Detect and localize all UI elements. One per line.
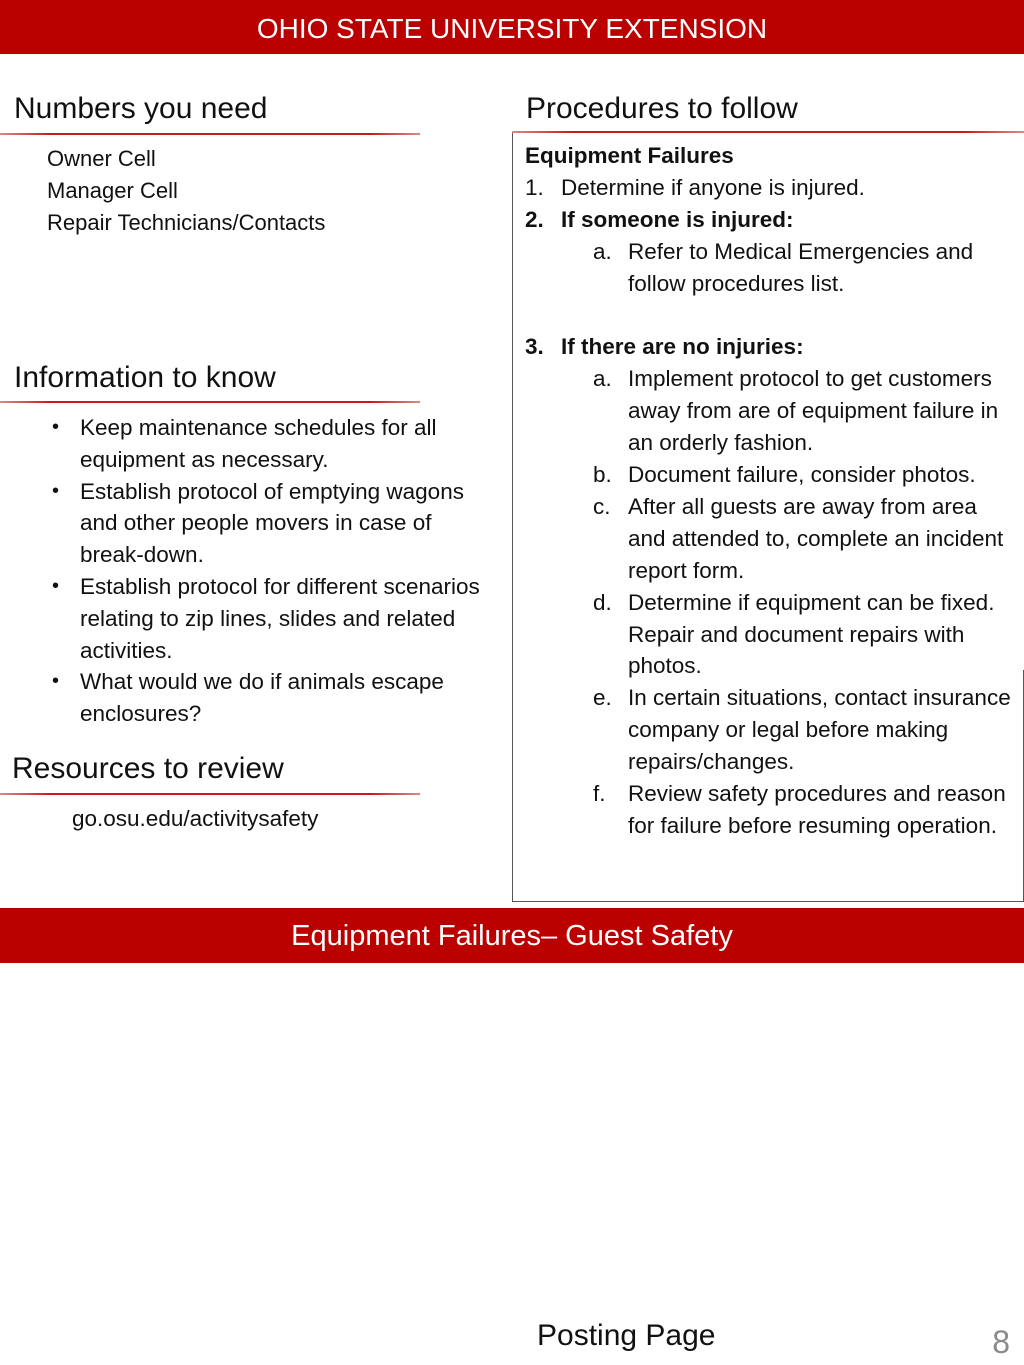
procedure-step	[525, 331, 1020, 363]
spacer	[525, 300, 1020, 332]
step-text: If there are no injuries:	[561, 334, 804, 360]
substep-text: Review safety procedures and reason for failure before resuming operation.	[628, 781, 1006, 839]
substep-text: Document failure, consider photos.	[628, 462, 976, 488]
substep-letter: f.	[593, 781, 606, 807]
resources-heading: Resources to review	[12, 752, 284, 785]
posting-page-label: Posting Page	[537, 1319, 716, 1352]
procedures-title: Equipment Failures	[525, 143, 734, 168]
procedure-substep	[593, 587, 1020, 683]
procedures-heading: Procedures to follow	[526, 92, 798, 125]
substep-letter: a.	[593, 366, 612, 392]
substep-text: In certain situations, contact insurance company or legal before making repairs/changes.	[628, 685, 1011, 775]
substep-letter: e.	[593, 685, 612, 711]
substep-letter: a.	[593, 238, 612, 264]
procedure-substep	[593, 491, 1020, 587]
footer-banner-title: Equipment Failures– Guest Safety	[291, 920, 733, 952]
list-item	[52, 412, 492, 476]
list-item-text: Establish protocol of emptying wagons and other people movers in case of break-down.	[80, 478, 464, 568]
list-item: Manager Cell	[47, 178, 178, 203]
substep-text: Refer to Medical Emergencies and follow procedures list.	[628, 238, 974, 296]
list-item	[52, 571, 492, 666]
step-text: If someone is injured:	[561, 206, 794, 232]
substep-letter: b.	[593, 462, 612, 488]
procedure-substeps	[593, 363, 1020, 842]
procedures-content	[525, 140, 1020, 842]
list-item-text: Keep maintenance schedules for all equipment as necessary.	[80, 415, 437, 472]
resources-divider	[0, 793, 420, 795]
step-number: 2.	[525, 206, 544, 232]
numbers-divider	[0, 133, 420, 135]
list-item-text: What would we do if animals escape enclosures?	[80, 669, 444, 727]
information-heading: Information to know	[14, 361, 276, 394]
list-item	[52, 476, 492, 571]
bullet-icon: •	[52, 574, 60, 597]
step-number: 3.	[525, 334, 544, 360]
footer-banner	[0, 908, 1024, 963]
procedure-substep	[593, 363, 1020, 459]
step-text: Determine if anyone is injured.	[561, 174, 865, 200]
substep-text: Determine if equipment can be fixed. Repair and document repairs with photos.	[628, 589, 995, 679]
list-item-text: Establish protocol for different scenarios relating to zip lines, slides and related activities.	[80, 573, 480, 663]
procedure-substep	[593, 682, 1020, 778]
procedure-substeps	[593, 236, 1020, 300]
substep-text: After all guests are away from area and attended to, complete an incident report form.	[628, 493, 1004, 583]
list-item	[52, 666, 492, 730]
resource-link[interactable]: go.osu.edu/activitysafety	[72, 806, 319, 831]
numbers-heading: Numbers you need	[14, 92, 268, 125]
list-item: Owner Cell	[47, 146, 156, 171]
header-banner	[0, 0, 1024, 54]
procedure-step	[525, 172, 1020, 204]
bullet-icon: •	[52, 479, 60, 502]
procedure-substep	[593, 236, 1020, 300]
bullet-icon: •	[52, 670, 60, 693]
information-list	[52, 412, 492, 730]
information-divider	[0, 401, 420, 403]
substep-letter: c.	[593, 493, 611, 519]
substep-letter: d.	[593, 589, 612, 615]
procedure-substep	[593, 778, 1020, 842]
step-number: 1.	[525, 174, 544, 200]
list-item: Repair Technicians/Contacts	[47, 210, 326, 235]
header-title: OHIO STATE UNIVERSITY EXTENSION	[256, 13, 768, 44]
numbers-list	[47, 143, 325, 239]
bullet-icon: •	[52, 416, 60, 438]
page-number: 8	[992, 1324, 1010, 1360]
substep-text: Implement protocol to get customers away from are of equipment failure in an orderly fashion.	[628, 366, 999, 456]
procedure-substep	[593, 459, 1020, 491]
procedure-step	[525, 204, 1020, 236]
